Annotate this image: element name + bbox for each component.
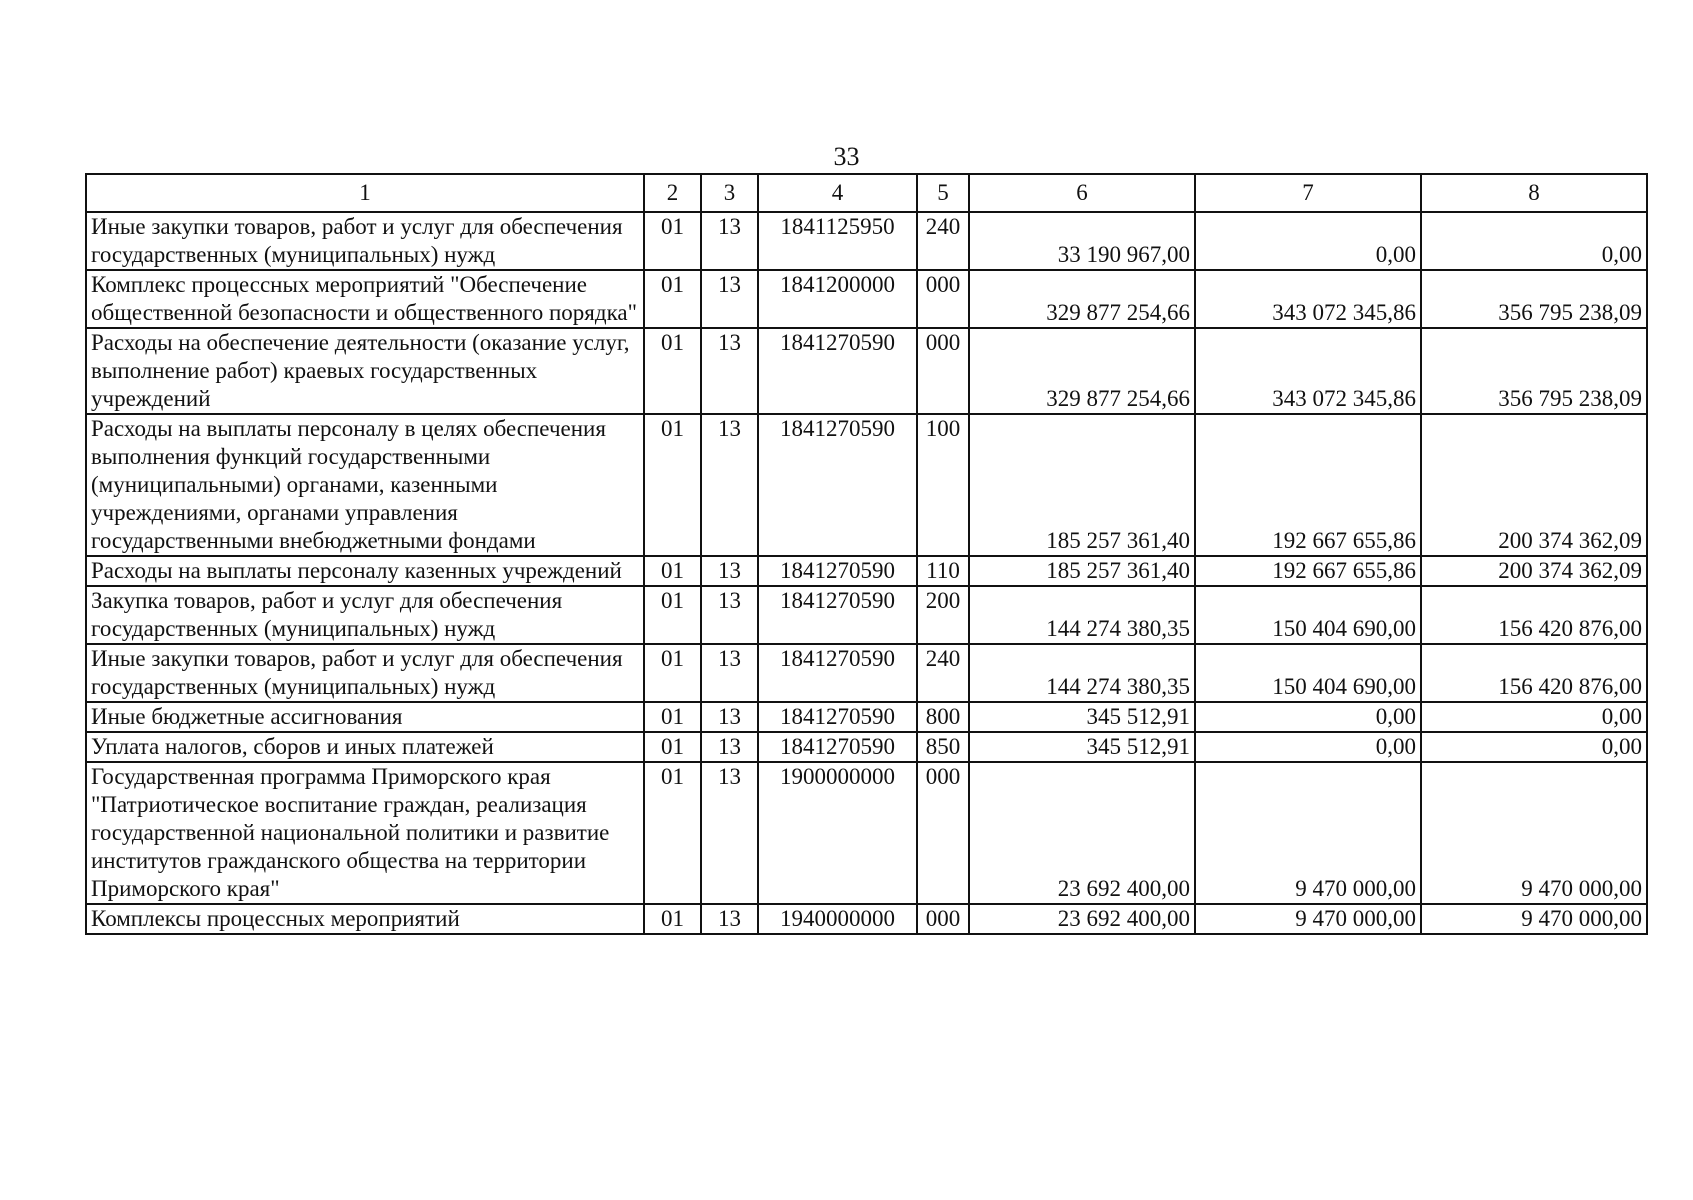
budget-table xyxy=(85,173,1648,935)
amount-column-8: 156 420 876,00 xyxy=(1421,644,1647,702)
expense-type-code: 110 xyxy=(917,556,969,586)
amount-column-6: 329 877 254,66 xyxy=(969,270,1195,328)
target-article-code: 1841270590 xyxy=(758,414,917,556)
item-name: Расходы на выплаты персоналу казенных учреждений xyxy=(86,556,644,586)
amount-column-6: 23 692 400,00 xyxy=(969,762,1195,904)
column-number-row xyxy=(86,174,1647,212)
column-header-3: 3 xyxy=(701,174,758,212)
amount-column-7: 9 470 000,00 xyxy=(1195,762,1421,904)
expense-type-code: 100 xyxy=(917,414,969,556)
amount-column-8: 356 795 238,09 xyxy=(1421,328,1647,414)
amount-column-8: 200 374 362,09 xyxy=(1421,556,1647,586)
amount-column-8: 0,00 xyxy=(1421,732,1647,762)
amount-column-7: 150 404 690,00 xyxy=(1195,586,1421,644)
column-header-1: 1 xyxy=(86,174,644,212)
table-row xyxy=(86,212,1647,270)
amount-column-7: 0,00 xyxy=(1195,702,1421,732)
amount-column-7: 192 667 655,86 xyxy=(1195,556,1421,586)
column-header-7: 7 xyxy=(1195,174,1421,212)
amount-column-6: 144 274 380,35 xyxy=(969,644,1195,702)
amount-column-7: 192 667 655,86 xyxy=(1195,414,1421,556)
amount-column-7: 150 404 690,00 xyxy=(1195,644,1421,702)
section-code: 01 xyxy=(644,270,701,328)
item-name: Иные закупки товаров, работ и услуг для обеспечения государственных (муниципальных) нужд xyxy=(86,212,644,270)
column-header-4: 4 xyxy=(758,174,917,212)
subsection-code: 13 xyxy=(701,414,758,556)
expense-type-code: 000 xyxy=(917,904,969,934)
column-header-6: 6 xyxy=(969,174,1195,212)
target-article-code: 1900000000 xyxy=(758,762,917,904)
table-row xyxy=(86,270,1647,328)
column-header-2: 2 xyxy=(644,174,701,212)
table-row xyxy=(86,328,1647,414)
item-name: Расходы на выплаты персоналу в целях обеспечения выполнения функций государственными (муниципальными) органами, казенными учреждениями, органами управления государственными внебюджетными фондами xyxy=(86,414,644,556)
table-row xyxy=(86,732,1647,762)
subsection-code: 13 xyxy=(701,586,758,644)
expense-type-code: 240 xyxy=(917,212,969,270)
amount-column-6: 144 274 380,35 xyxy=(969,586,1195,644)
amount-column-8: 0,00 xyxy=(1421,702,1647,732)
amount-column-8: 200 374 362,09 xyxy=(1421,414,1647,556)
target-article-code: 1841270590 xyxy=(758,702,917,732)
amount-column-8: 9 470 000,00 xyxy=(1421,904,1647,934)
amount-column-7: 0,00 xyxy=(1195,212,1421,270)
item-name: Уплата налогов, сборов и иных платежей xyxy=(86,732,644,762)
amount-column-7: 343 072 345,86 xyxy=(1195,328,1421,414)
section-code: 01 xyxy=(644,212,701,270)
section-code: 01 xyxy=(644,904,701,934)
amount-column-7: 343 072 345,86 xyxy=(1195,270,1421,328)
amount-column-7: 9 470 000,00 xyxy=(1195,904,1421,934)
amount-column-6: 23 692 400,00 xyxy=(969,904,1195,934)
subsection-code: 13 xyxy=(701,328,758,414)
section-code: 01 xyxy=(644,732,701,762)
table-row xyxy=(86,414,1647,556)
amount-column-6: 329 877 254,66 xyxy=(969,328,1195,414)
subsection-code: 13 xyxy=(701,762,758,904)
subsection-code: 13 xyxy=(701,270,758,328)
table-row xyxy=(86,556,1647,586)
amount-column-7: 0,00 xyxy=(1195,732,1421,762)
section-code: 01 xyxy=(644,702,701,732)
item-name: Закупка товаров, работ и услуг для обеспечения государственных (муниципальных) нужд xyxy=(86,586,644,644)
target-article-code: 1841270590 xyxy=(758,328,917,414)
expense-type-code: 000 xyxy=(917,328,969,414)
expense-type-code: 000 xyxy=(917,762,969,904)
target-article-code: 1841125950 xyxy=(758,212,917,270)
section-code: 01 xyxy=(644,556,701,586)
expense-type-code: 800 xyxy=(917,702,969,732)
table-row xyxy=(86,762,1647,904)
amount-column-6: 185 257 361,40 xyxy=(969,556,1195,586)
amount-column-6: 345 512,91 xyxy=(969,732,1195,762)
subsection-code: 13 xyxy=(701,212,758,270)
expense-type-code: 200 xyxy=(917,586,969,644)
target-article-code: 1841270590 xyxy=(758,556,917,586)
item-name: Иные закупки товаров, работ и услуг для обеспечения государственных (муниципальных) нужд xyxy=(86,644,644,702)
expense-type-code: 850 xyxy=(917,732,969,762)
subsection-code: 13 xyxy=(701,702,758,732)
amount-column-8: 356 795 238,09 xyxy=(1421,270,1647,328)
target-article-code: 1841200000 xyxy=(758,270,917,328)
amount-column-6: 345 512,91 xyxy=(969,702,1195,732)
amount-column-8: 156 420 876,00 xyxy=(1421,586,1647,644)
section-code: 01 xyxy=(644,414,701,556)
subsection-code: 13 xyxy=(701,644,758,702)
subsection-code: 13 xyxy=(701,732,758,762)
amount-column-8: 9 470 000,00 xyxy=(1421,762,1647,904)
table-row xyxy=(86,904,1647,934)
item-name: Комплекс процессных мероприятий "Обеспечение общественной безопасности и общественного порядка" xyxy=(86,270,644,328)
section-code: 01 xyxy=(644,586,701,644)
column-header-5: 5 xyxy=(917,174,969,212)
item-name: Иные бюджетные ассигнования xyxy=(86,702,644,732)
target-article-code: 1841270590 xyxy=(758,644,917,702)
section-code: 01 xyxy=(644,762,701,904)
subsection-code: 13 xyxy=(701,904,758,934)
amount-column-6: 33 190 967,00 xyxy=(969,212,1195,270)
expense-type-code: 000 xyxy=(917,270,969,328)
subsection-code: 13 xyxy=(701,556,758,586)
target-article-code: 1841270590 xyxy=(758,732,917,762)
item-name: Комплексы процессных мероприятий xyxy=(86,904,644,934)
page-number: 33 xyxy=(833,142,860,171)
table-row xyxy=(86,644,1647,702)
section-code: 01 xyxy=(644,328,701,414)
expense-type-code: 240 xyxy=(917,644,969,702)
table-row xyxy=(86,702,1647,732)
amount-column-6: 185 257 361,40 xyxy=(969,414,1195,556)
target-article-code: 1841270590 xyxy=(758,586,917,644)
amount-column-8: 0,00 xyxy=(1421,212,1647,270)
item-name: Государственная программа Приморского края "Патриотическое воспитание граждан, реализация государственной национальной политики и развитие институтов гражданского общества на территории Приморского края" xyxy=(86,762,644,904)
target-article-code: 1940000000 xyxy=(758,904,917,934)
table-row xyxy=(86,586,1647,644)
section-code: 01 xyxy=(644,644,701,702)
column-header-8: 8 xyxy=(1421,174,1647,212)
item-name: Расходы на обеспечение деятельности (оказание услуг, выполнение работ) краевых государственных учреждений xyxy=(86,328,644,414)
